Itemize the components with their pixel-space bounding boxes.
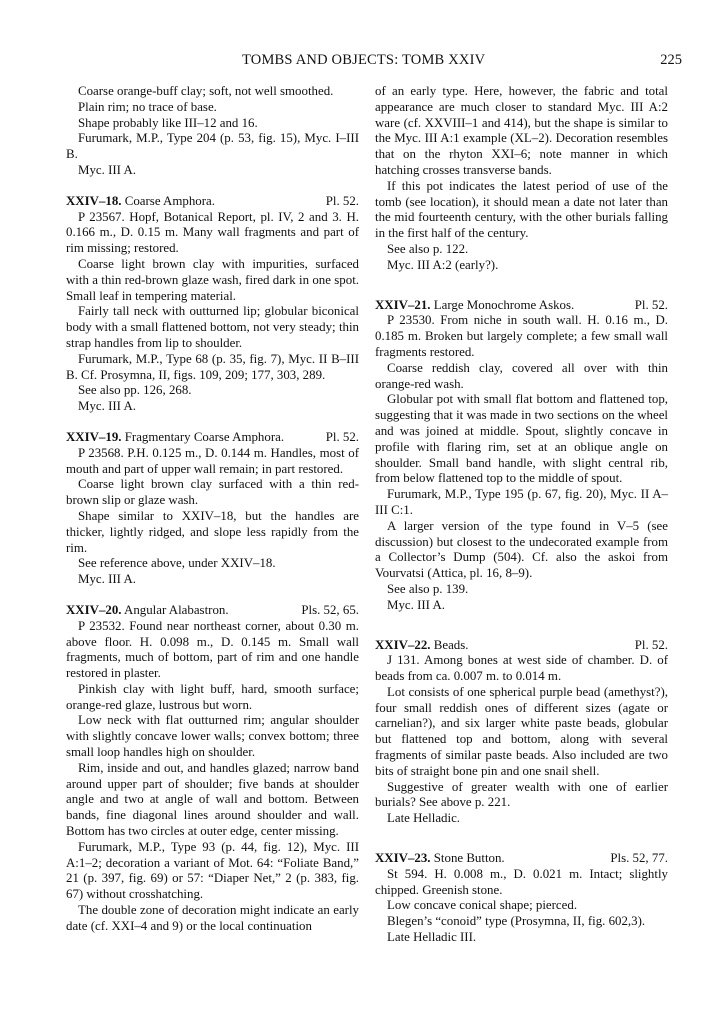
catalog-entry-xxiv-18: [66, 194, 359, 415]
paragraph: Late Helladic.: [387, 811, 461, 826]
plate-reference: Pl. 52.: [325, 193, 359, 208]
paragraph: See reference above, under XXIV–18.: [78, 556, 276, 571]
entry-title: Fragmentary Coarse Amphora.: [124, 429, 285, 444]
entry-heading: [66, 603, 359, 619]
paragraph: Myc. III A.: [78, 162, 136, 177]
page-number: 225: [660, 52, 682, 68]
paragraph: A larger version of the type found in V–5 (see discussion) but closest to the undecorated example from a Collector’s Dump (504). Cf. also the askoi from Vourvatsi (Attica, pl. 16, 8–9).: [375, 518, 668, 581]
paragraph: Coarse orange-buff clay; soft, not well smoothed.: [78, 84, 334, 98]
entry-id: XXIV–22.: [375, 637, 431, 652]
entry-id: XXIV–20.: [66, 602, 122, 617]
entry-heading: [66, 430, 359, 446]
paragraph: St 594. H. 0.008 m., D. 0.021 m. Intact; slightly chipped. Greenish stone.: [375, 866, 668, 897]
paragraph: See also pp. 126, 268.: [78, 383, 192, 398]
plate-reference: Pl. 52.: [634, 297, 668, 312]
paragraph: Furumark, M.P., Type 195 (p. 67, fig. 20), Myc. II A–III C:1.: [375, 487, 668, 517]
entry-id: XXIV–18.: [66, 193, 122, 208]
entry-title: Large Monochrome Askos.: [433, 297, 575, 312]
catalog-entry-xxiv-19: [66, 430, 359, 588]
plate-reference: Pls. 52, 65.: [301, 602, 359, 617]
continued-discussion: [375, 84, 668, 274]
paragraph: Myc. III A.: [78, 572, 136, 587]
entry-title: Stone Button.: [433, 851, 505, 866]
paragraph: Plain rim; no trace of base.: [78, 99, 217, 114]
paragraph: Shape probably like III–12 and 16.: [78, 115, 258, 130]
paragraph: Low neck with flat outturned rim; angular shoulder with slightly concave lower walls; convex bottom; three small loop handles high on shoulder.: [66, 713, 359, 760]
entry-title: Coarse Amphora.: [124, 193, 215, 208]
continued-entry: [66, 84, 359, 179]
page-header: [66, 52, 682, 74]
entry-id: XXIV–21.: [375, 297, 431, 312]
paragraph: Furumark, M.P., Type 93 (p. 44, fig. 12), Myc. III A:1–2; decoration a variant of Mot. 64: “Foliate Band,” 21 (p. 397, fig. 69) or 57: “Diaper Net,” 2 (p. 383, fig. 67) without crosshatching.: [66, 839, 359, 902]
paragraph: See also p. 139.: [387, 581, 469, 596]
entry-heading: [66, 194, 359, 210]
paragraph: Furumark, M.P., Type 204 (p. 53, fig. 15), Myc. I–III B.: [66, 131, 359, 162]
paragraph: Late Helladic III.: [387, 930, 477, 945]
paragraph: Myc. III A:2 (early?).: [387, 257, 499, 272]
paragraph: P 23530. From niche in south wall. H. 0.16 m., D. 0.185 m. Broken but largely complete; a few small wall fragments restored.: [375, 313, 668, 359]
paragraph: If this pot indicates the latest period of use of the tomb (see location), it should mean a date not later than the mid fourteenth century, with the other burials falling in the first half of the century.: [375, 178, 668, 241]
paragraph: Low concave conical shape; pierced.: [387, 898, 578, 913]
paragraph: Lot consists of one spherical purple bead (amethyst?), four small reddish ones of different sizes (agate or carnelian?), and six larger white paste beads, globular but flattened top and bottom, along with several fragments of similar paste beads. Also included are two bits of straight bone pin and one snail shell.: [375, 684, 668, 778]
paragraph: The double zone of decoration might indicate an early date (cf. XXI–4 and 9) or the local continuation: [66, 903, 359, 933]
paragraph: Myc. III A.: [78, 399, 136, 414]
paragraph: Pinkish clay with light buff, hard, smooth surface; orange-red glaze, lustrous but worn.: [66, 681, 359, 712]
paragraph: Rim, inside and out, and handles glazed; narrow band around upper part of shoulder; five bands at shoulder angle and two at angle of wall and bottom. Between bands, fine diagonal lines around shoulder and wall. Bottom has two circles at outer edge, center missing.: [66, 760, 359, 839]
right-column: [375, 84, 668, 946]
plate-reference: Pl. 52.: [325, 429, 359, 444]
paragraph: P 23568. P.H. 0.125 m., D. 0.144 m. Handles, most of mouth and part of upper wall remain; in part restored.: [66, 445, 359, 476]
paragraph: Globular pot with small flat bottom and flattened top, suggesting that it was made in two sections on the wheel and was joined at middle. Spout, slightly concave in profile with flaring rim, set at an oblique angle on shoulder. Small band handle, with slight central rib, from below flattened top to the middle of spout.: [375, 392, 668, 486]
entry-title: Beads.: [433, 637, 469, 652]
catalog-entry-xxiv-21: [375, 298, 668, 614]
plate-reference: Pls. 52, 77.: [610, 851, 668, 866]
entry-heading: [375, 638, 668, 654]
catalog-entry-xxiv-20: [66, 603, 359, 935]
paragraph: See also p. 122.: [387, 241, 469, 256]
paragraph: P 23567. Hopf, Botanical Report, pl. IV, 2 and 3. H. 0.166 m., D. 0.15 m. Many wall fragments and part of rim missing; restored.: [66, 209, 359, 256]
left-column: [66, 84, 359, 935]
paragraph: Suggestive of greater wealth with one of earlier burials? See above p. 221.: [375, 779, 668, 810]
paragraph: Myc. III A.: [387, 597, 445, 612]
paragraph: J 131. Among bones at west side of chamber. D. of beads from ca. 0.007 m. to 0.014 m.: [375, 653, 668, 684]
paragraph: of an early type. Here, however, the fabric and total appearance are much closer to standard Myc. III A:2 ware (cf. XXVIII–1 and 414), but the shape is similar to the Myc. III A:1 example (XL–2). Decoration resembles that on the rhyton XXI–6; note manner in which hatching crosses transverse bands.: [375, 84, 668, 177]
running-title: TOMBS AND OBJECTS: TOMB XXIV: [242, 52, 486, 68]
catalog-entry-xxiv-23: [375, 851, 668, 946]
paragraph: P 23532. Found near northeast corner, about 0.30 m. above floor. H. 0.098 m., D. 0.145 m. Small wall fragments, much of bottom, part of rim and one handle restored in plaster.: [66, 618, 359, 681]
paragraph: Blegen’s “conoid” type (Prosymna, II, fig. 602,3).: [387, 914, 646, 929]
paragraph: Shape similar to XXIV–18, but the handles are thicker, lightly ridged, and slope less rapidly from the rim.: [66, 508, 359, 555]
paragraph: Coarse light brown clay surfaced with a thin red-brown slip or glaze wash.: [66, 477, 359, 508]
catalog-entry-xxiv-22: [375, 638, 668, 828]
paragraph: Fairly tall neck with outturned lip; globular biconical body with a small flattened bottom, not very steady; thin strap handles from lip to shoulder.: [66, 304, 359, 350]
entry-id: XXIV–23.: [375, 851, 431, 866]
entry-id: XXIV–19.: [66, 429, 122, 444]
entry-title: Angular Alabastron.: [124, 602, 229, 617]
plate-reference: Pl. 52.: [634, 637, 668, 652]
entry-heading: [375, 298, 668, 314]
paragraph: Coarse light brown clay with impurities, surfaced with a thin red-brown glaze wash, fired dark in one spot. Small leaf in tempering material.: [66, 256, 359, 303]
entry-heading: [375, 851, 668, 867]
paragraph: Coarse reddish clay, covered all over with thin orange-red wash.: [375, 360, 668, 391]
paragraph: Furumark, M.P., Type 68 (p. 35, fig. 7), Myc. II B–III B. Cf. Prosymna, II, figs. 109, 209; 177, 303, 289.: [66, 351, 359, 382]
